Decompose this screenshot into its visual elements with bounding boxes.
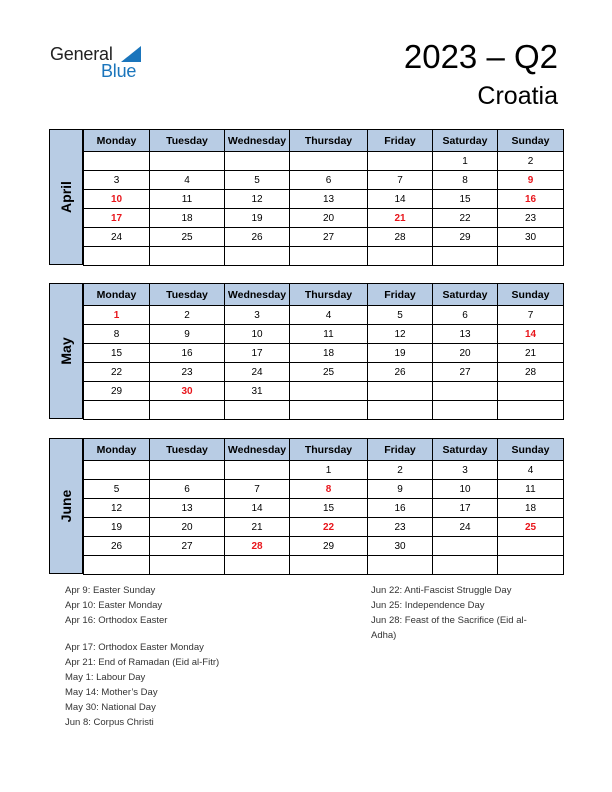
weekday-header: Friday [368,439,433,461]
day-cell: 22 [433,209,498,228]
month-label: June [58,489,74,523]
day-cell [498,537,564,556]
day-cell [290,556,368,575]
day-cell: 25 [290,363,368,382]
day-cell: 15 [84,344,150,363]
month-grid [83,129,564,266]
holiday-note: Jun 28: Feast of the Sacrifice (Eid al- [371,615,527,626]
day-cell: 14 [498,325,564,344]
logo-triangle-icon [121,46,141,62]
day-cell: 30 [150,382,225,401]
day-cell [84,461,150,480]
day-cell: 13 [290,190,368,209]
holiday-note: May 1: Labour Day [65,672,146,683]
week-row [84,228,564,247]
holiday-note: Apr 21: End of Ramadan (Eid al-Fitr) [65,657,220,668]
day-cell [498,382,564,401]
week-row [84,363,564,382]
day-cell: 19 [84,518,150,537]
holiday-notes-right [371,583,527,643]
week-row [84,499,564,518]
holiday-note: Apr 17: Orthodox Easter Monday [65,642,204,653]
month-grid [83,438,564,575]
month-calendar-may [49,283,563,419]
day-cell [433,401,498,420]
day-cell: 25 [498,518,564,537]
day-cell: 12 [368,325,433,344]
day-cell: 7 [225,480,290,499]
day-cell: 28 [368,228,433,247]
weekday-header-row [84,439,564,461]
day-cell: 7 [498,306,564,325]
day-cell: 13 [150,499,225,518]
weekday-header: Saturday [433,284,498,306]
day-cell: 6 [290,171,368,190]
holiday-note: Adha) [371,630,397,641]
week-row [84,306,564,325]
holiday-notes-left [65,583,219,730]
day-cell: 30 [368,537,433,556]
day-cell: 17 [225,344,290,363]
month-side-bar [49,129,83,265]
day-cell [225,556,290,575]
day-cell [290,152,368,171]
weekday-header: Sunday [498,284,564,306]
day-cell: 9 [150,325,225,344]
day-cell: 21 [225,518,290,537]
day-cell: 4 [290,306,368,325]
day-cell: 24 [433,518,498,537]
day-cell [290,247,368,266]
day-cell: 3 [225,306,290,325]
day-cell: 23 [368,518,433,537]
day-cell: 11 [290,325,368,344]
weekday-header: Sunday [498,130,564,152]
day-cell: 20 [433,344,498,363]
day-cell: 15 [290,499,368,518]
week-row [84,480,564,499]
day-cell: 27 [290,228,368,247]
day-cell [84,247,150,266]
day-cell: 21 [498,344,564,363]
weekday-header: Tuesday [150,439,225,461]
holiday-note: Apr 16: Orthodox Easter [65,615,168,626]
day-cell [150,461,225,480]
day-cell [225,401,290,420]
day-cell: 3 [84,171,150,190]
day-cell: 26 [368,363,433,382]
week-row [84,401,564,420]
day-cell: 18 [150,209,225,228]
month-side-bar [49,283,83,419]
day-cell: 1 [433,152,498,171]
day-cell [368,401,433,420]
weekday-header: Wednesday [225,439,290,461]
day-cell: 6 [433,306,498,325]
page-title: 2023 – Q2 [403,38,558,75]
day-cell: 5 [84,480,150,499]
day-cell [150,152,225,171]
month-label: May [58,337,74,365]
day-cell: 5 [225,171,290,190]
weekday-header: Monday [84,284,150,306]
day-cell: 9 [368,480,433,499]
week-row [84,247,564,266]
weekday-header: Monday [84,130,150,152]
day-cell: 14 [225,499,290,518]
logo-blue-text: Blue [101,61,137,81]
holiday-note: May 30: National Day [65,702,156,713]
day-cell: 27 [433,363,498,382]
day-cell [84,556,150,575]
day-cell: 18 [290,344,368,363]
day-cell [498,247,564,266]
day-cell: 12 [84,499,150,518]
day-cell: 8 [433,171,498,190]
day-cell: 29 [84,382,150,401]
day-cell [368,152,433,171]
day-cell: 13 [433,325,498,344]
day-cell [225,152,290,171]
weekday-header: Thursday [290,130,368,152]
week-row [84,518,564,537]
week-row [84,209,564,228]
day-cell: 20 [150,518,225,537]
week-row [84,461,564,480]
week-row [84,171,564,190]
day-cell: 2 [150,306,225,325]
day-cell: 29 [433,228,498,247]
day-cell [290,382,368,401]
day-cell [225,461,290,480]
day-cell: 22 [290,518,368,537]
day-cell: 17 [433,499,498,518]
weekday-header: Tuesday [150,130,225,152]
weekday-header: Friday [368,284,433,306]
day-cell: 26 [84,537,150,556]
day-cell: 23 [498,209,564,228]
weekday-header: Friday [368,130,433,152]
day-cell [150,401,225,420]
holiday-note: Apr 9: Easter Sunday [65,585,156,596]
weekday-header: Tuesday [150,284,225,306]
day-cell: 9 [498,171,564,190]
day-cell: 19 [225,209,290,228]
holiday-note: May 14: Mother’s Day [65,687,158,698]
holiday-note: Jun 8: Corpus Christi [65,717,154,728]
week-row [84,556,564,575]
day-cell: 16 [150,344,225,363]
day-cell [368,556,433,575]
day-cell: 3 [433,461,498,480]
day-cell: 22 [84,363,150,382]
month-calendar-june [49,438,563,574]
day-cell: 17 [84,209,150,228]
day-cell: 25 [150,228,225,247]
week-row [84,325,564,344]
weekday-header: Thursday [290,439,368,461]
weekday-header: Saturday [433,439,498,461]
month-label: April [58,181,74,213]
day-cell: 2 [368,461,433,480]
weekday-header: Wednesday [225,284,290,306]
day-cell: 11 [150,190,225,209]
holiday-note: Apr 10: Easter Monday [65,600,163,611]
day-cell: 24 [225,363,290,382]
weekday-header: Sunday [498,439,564,461]
day-cell: 7 [368,171,433,190]
day-cell: 2 [498,152,564,171]
day-cell: 24 [84,228,150,247]
day-cell: 4 [498,461,564,480]
day-cell [433,382,498,401]
day-cell: 15 [433,190,498,209]
day-cell: 21 [368,209,433,228]
weekday-header: Monday [84,439,150,461]
day-cell [498,401,564,420]
holiday-note: Jun 22: Anti-Fascist Struggle Day [371,585,512,596]
day-cell [433,247,498,266]
weekday-header: Thursday [290,284,368,306]
day-cell: 23 [150,363,225,382]
weekday-header: Wednesday [225,130,290,152]
day-cell: 8 [84,325,150,344]
day-cell [290,401,368,420]
day-cell [84,401,150,420]
day-cell: 14 [368,190,433,209]
day-cell: 31 [225,382,290,401]
holiday-note: Jun 25: Independence Day [371,600,485,611]
day-cell: 18 [498,499,564,518]
logo-general-text: General [50,44,113,64]
day-cell: 5 [368,306,433,325]
month-grid [83,283,564,420]
day-cell: 19 [368,344,433,363]
day-cell: 20 [290,209,368,228]
day-cell [368,382,433,401]
day-cell [150,556,225,575]
day-cell [433,537,498,556]
day-cell: 1 [84,306,150,325]
week-row [84,382,564,401]
week-row [84,190,564,209]
logo [50,44,150,84]
weekday-header-row [84,284,564,306]
weekday-header: Saturday [433,130,498,152]
day-cell: 10 [433,480,498,499]
day-cell [150,247,225,266]
day-cell: 10 [84,190,150,209]
day-cell: 8 [290,480,368,499]
day-cell: 28 [498,363,564,382]
day-cell: 28 [225,537,290,556]
day-cell: 30 [498,228,564,247]
week-row [84,152,564,171]
day-cell: 11 [498,480,564,499]
week-row [84,344,564,363]
day-cell: 12 [225,190,290,209]
day-cell: 16 [368,499,433,518]
day-cell [84,152,150,171]
day-cell [368,247,433,266]
day-cell: 29 [290,537,368,556]
month-calendar-april [49,129,563,265]
month-side-bar [49,438,83,574]
country-name: Croatia [477,82,558,110]
day-cell: 6 [150,480,225,499]
day-cell: 4 [150,171,225,190]
day-cell [498,556,564,575]
weekday-header-row [84,130,564,152]
day-cell: 16 [498,190,564,209]
day-cell: 10 [225,325,290,344]
day-cell [225,247,290,266]
day-cell: 26 [225,228,290,247]
day-cell: 27 [150,537,225,556]
week-row [84,537,564,556]
day-cell: 1 [290,461,368,480]
day-cell [433,556,498,575]
